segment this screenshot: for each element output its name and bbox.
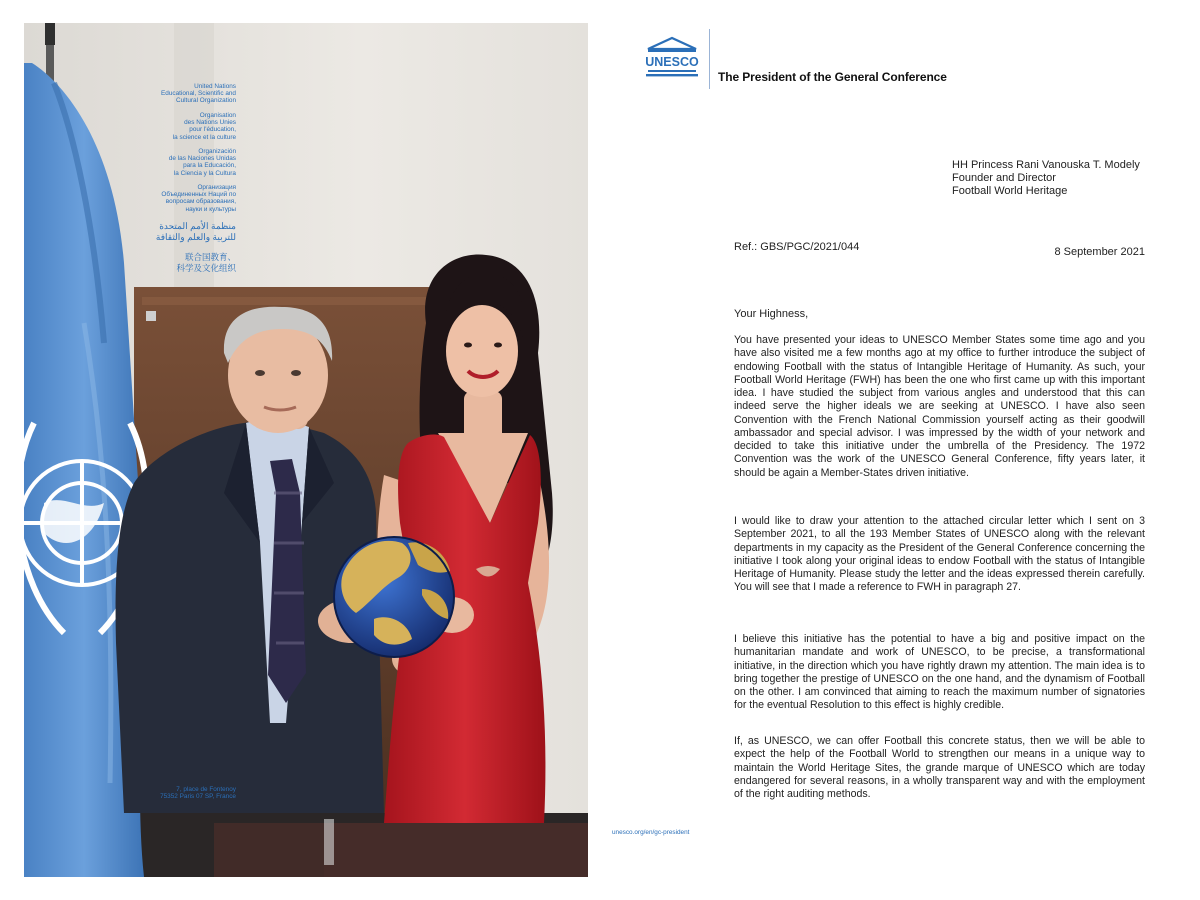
- unesco-letter: [155, 23, 1176, 877]
- recipient-name: HH Princess Rani Vanouska T. Modely: [952, 159, 1140, 171]
- reference-number: Ref.: GBS/PGC/2021/044: [734, 241, 860, 253]
- recipient-organization: Football World Heritage: [952, 185, 1068, 197]
- body-paragraph-4: If, as UNESCO, we can offer Football this concrete status, then we will be able to expect the help of the Football World to strengthen our means in a unique way to maintain the World Heritage Sites, the grande marque of UNESCO which are today endangered for several reasons, in a wholly transparent way and with the employment of the right auditing methods.: [734, 735, 1145, 800]
- globe-ball-trophy: [334, 537, 454, 657]
- unesco-logo-text: UNESCO: [645, 55, 699, 69]
- recipient-role: Founder and Director: [952, 172, 1056, 184]
- org-name-english: United Nations Educational, Scientific and Cultural Organization: [161, 83, 236, 105]
- org-name-arabic: منظمة الأمم المتحدة للتربية والعلم والثقافة: [155, 221, 236, 242]
- salutation: Your Highness,: [734, 308, 809, 320]
- letterhead-sidebar: [155, 23, 706, 877]
- org-address: 7, place de Fontenoy 75352 Paris 07 SP, France: [160, 786, 236, 801]
- letter-date: 8 September 2021: [1054, 246, 1145, 258]
- letterhead-divider: [709, 29, 710, 89]
- body-paragraph-1: You have presented your ideas to UNESCO Member States some time ago and you have also visited me a few months ago at my office to further introduce the subject of endowing Football with the status of Intangible Heritage of Humanity. As such, your Football World Heritage (FWH) has been the one who first came up with this important idea. I have studied the subject from various angles and understood that this can indeed serve the higher ideals we are seeking at UNESCO. I have also seen Convention with the French National Commission yourself acting as their goodwill ambassador and special advisor. I was impressed by the width of your network and decided to take this initiative under the umbrella of the Presidency. The 1972 Convention was the work of the UNESCO General Conference, fifty years later, it should be again a Member-States driven initiative.: [734, 334, 1145, 479]
- body-paragraph-3: I believe this initiative has the potential to have a big and positive impact on the humanitarian mandate and work of UNESCO, to be precise, a transformational initiative, in the direction which you have rightly drawn my attention. The main idea is to bring together the prestige of UNESCO on the one hand, and the dynamism of Football on the other. I am convinced that aiming to reach the maximum number of signatories for the eventual Resolution to this effect is highly credible.: [734, 633, 1145, 712]
- photograph: [24, 23, 588, 877]
- recipient-block: [952, 159, 1140, 198]
- org-name-spanish: Organización de las Naciones Unidas para la Educación, la Ciencia y la Cultura: [168, 148, 236, 177]
- org-name-french: Organisation des Nations Unies pour l'éducation, la science et la culture: [172, 112, 236, 141]
- org-website: unesco.org/en/gc-president: [612, 829, 690, 836]
- unesco-temple-logo-icon: [644, 35, 700, 81]
- org-name-chinese: 联合国教育、 科学及文化组织: [176, 252, 236, 273]
- letter-title: The President of the General Conference: [718, 70, 947, 84]
- body-paragraph-2: I would like to draw your attention to the attached circular letter which I sent on 3 September 2021, to all the 193 Member States of UNESCO along with the relevant departments in my capacity as the President of the General Conference concerning the initiative I took along your original ideas to endow Football with the status of Intangible Heritage of Humanity. Please study the letter and the ideas expressed therein carefully. You will see that I made a reference to FWH in paragraph 27.: [734, 515, 1145, 594]
- org-name-russian: Организация Объединенных Наций по вопросам образования, науки и культуры: [161, 184, 236, 213]
- photo-scene: [24, 23, 588, 877]
